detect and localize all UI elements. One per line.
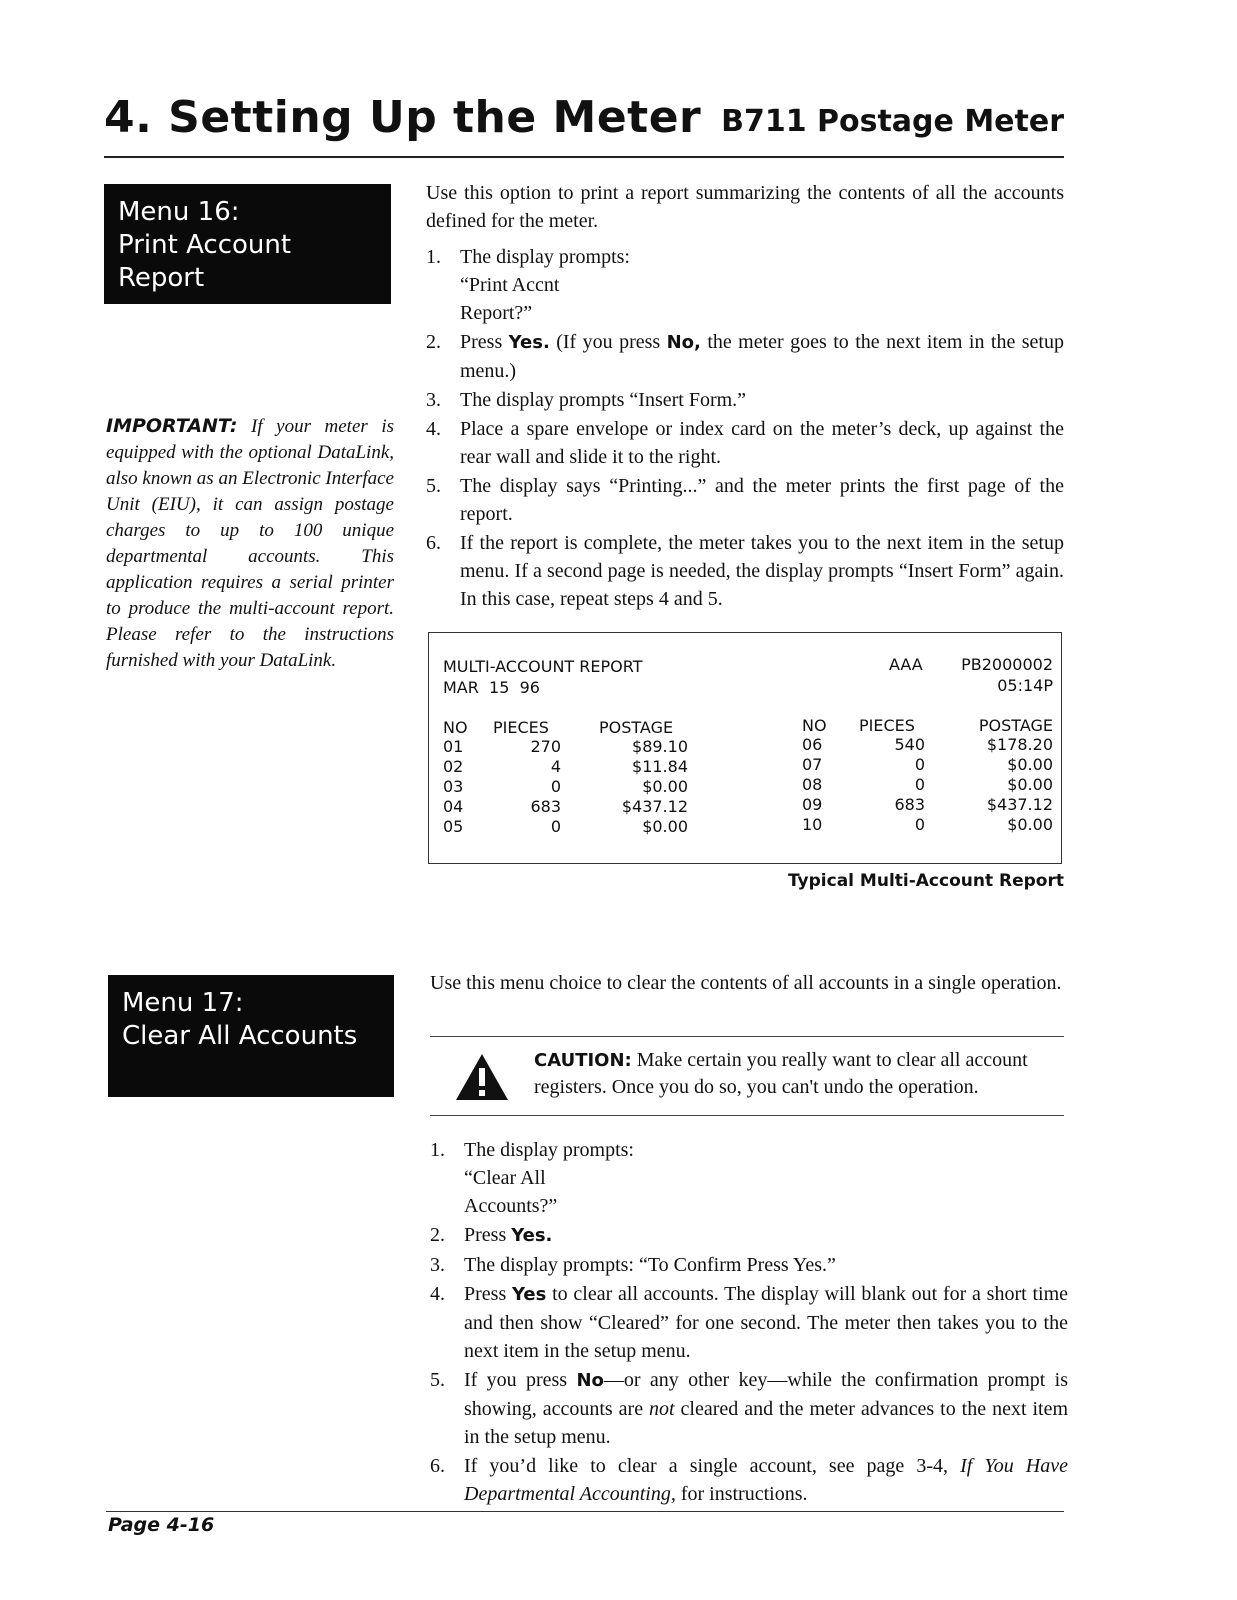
step-number: 1. (430, 1139, 445, 1161)
step-text: If you’d like to clear a single account, see page 3-4, (464, 1455, 961, 1477)
column-header-postage: POSTAGE (599, 718, 674, 737)
step-text: If the report is complete, the meter takes you to the next item in the setup menu. If a second page is needed, the display prompts “Insert Form” again. In this case, repeat steps 4 and 5. (460, 532, 1064, 610)
step (426, 328, 1064, 385)
menu-16-title-line: Report (118, 263, 205, 293)
report-title: MULTI-ACCOUNT REPORT (443, 657, 643, 676)
step (426, 529, 1064, 613)
step (430, 1452, 1068, 1508)
report-cell-no: 05 (443, 817, 464, 836)
step (426, 472, 1064, 528)
step (426, 386, 1064, 414)
important-note (106, 413, 394, 674)
step-text: Place a spare envelope or index card on the meter’s deck, up against the rear wall and slide it to the right. (460, 418, 1064, 468)
step-text: Press (464, 1283, 512, 1305)
report-cell-no: 04 (443, 797, 464, 816)
page-number: Page 4-16 (108, 1514, 215, 1536)
report-meter-id: PB2000002 (961, 655, 1053, 674)
display-prompt-line: “Print Accnt (460, 274, 560, 296)
caution-text (534, 1047, 1062, 1101)
step-number: 2. (426, 331, 441, 353)
caution-label: CAUTION: (534, 1050, 632, 1071)
report-cell-pieces: 540 (894, 735, 925, 754)
display-prompt-line: Report?” (460, 302, 533, 324)
key-no: No (576, 1370, 604, 1391)
report-cell-pieces: 4 (550, 757, 561, 776)
step-number: 5. (426, 475, 441, 497)
step (430, 1280, 1068, 1365)
key-yes: Yes. (511, 1225, 553, 1246)
caution-box (430, 1036, 1064, 1116)
report-cell-postage: $0.00 (1007, 815, 1053, 834)
key-yes: Yes. (508, 332, 550, 353)
menu-17-heading (108, 975, 394, 1097)
report-cell-postage: $11.84 (632, 757, 688, 776)
step-text: The display prompts “Insert Form.” (460, 389, 747, 411)
step-number: 2. (430, 1224, 445, 1246)
step (426, 415, 1064, 471)
key-yes: Yes (512, 1284, 547, 1305)
step-text: Press (460, 331, 509, 353)
product-title: B711 Postage Meter (721, 104, 1064, 139)
caution-message: Make certain you really want to clear all account registers. Once you do so, you can't undo the operation. (534, 1049, 1028, 1098)
cross-reference: If You Have Departmental Accounting, (464, 1455, 1068, 1505)
menu-16-title-line: Menu 16: (118, 197, 240, 227)
step-text: (If you press (549, 331, 667, 353)
step-number: 3. (430, 1254, 445, 1276)
multi-account-report (428, 632, 1062, 864)
step-text: The display prompts: “To Confirm Press Yes.” (464, 1254, 836, 1276)
menu-17-title-line: Menu 17: (122, 988, 244, 1018)
step-number: 3. (426, 389, 441, 411)
chapter-title: 4. Setting Up the Meter (104, 92, 702, 143)
menu-17-steps (430, 1136, 1068, 1509)
step-text: for instructions. (675, 1483, 808, 1505)
step-number: 4. (430, 1283, 445, 1305)
step (430, 1251, 1068, 1279)
report-cell-pieces: 0 (550, 777, 561, 796)
report-cell-postage: $89.10 (632, 737, 688, 756)
step (426, 243, 1064, 327)
column-header-no: NO (443, 718, 468, 737)
column-header-no: NO (802, 716, 827, 735)
report-cell-no: 01 (443, 737, 464, 756)
report-time: 05:14P (997, 676, 1053, 695)
report-cell-no: 07 (802, 755, 823, 774)
step-text: The display prompts: (460, 246, 630, 268)
emphasis: not (649, 1398, 675, 1420)
report-cell-no: 10 (802, 815, 823, 834)
report-cell-postage: $178.20 (986, 735, 1053, 754)
report-cell-pieces: 683 (530, 797, 561, 816)
report-cell-pieces: 683 (894, 795, 925, 814)
column-header-pieces: PIECES (859, 716, 915, 735)
report-cell-no: 03 (443, 777, 464, 796)
menu-17-intro: Use this menu choice to clear the contents of all accounts in a single operation. (430, 972, 1062, 994)
report-cell-pieces: 0 (914, 755, 925, 774)
report-cell-postage: $0.00 (1007, 775, 1053, 794)
menu-16-intro: Use this option to print a report summarizing the contents of all the accounts defined for the meter. (426, 182, 1064, 232)
page-header (104, 90, 1064, 158)
display-prompt-line: “Clear All (464, 1167, 546, 1189)
step-text: cleared and the meter advances to the next item in the setup menu. (464, 1398, 1068, 1448)
step-text: If you press (464, 1369, 577, 1391)
menu-16-heading (104, 184, 391, 304)
step-text: —or any other key—while the confirmation prompt is showing, accounts are (464, 1369, 1068, 1420)
step-text: the meter goes to the next item in the setup menu.) (460, 331, 1064, 382)
step-number: 6. (426, 532, 441, 554)
report-cell-postage: $0.00 (1007, 755, 1053, 774)
report-date: MAR 15 96 (443, 678, 540, 697)
step-number: 1. (426, 246, 441, 268)
report-cell-postage: $437.12 (621, 797, 688, 816)
step (430, 1221, 1068, 1250)
step-text: Press (464, 1224, 512, 1246)
step-number: 6. (430, 1455, 445, 1477)
report-cell-postage: $0.00 (642, 777, 688, 796)
step-number: 5. (430, 1369, 445, 1391)
key-no: No, (666, 332, 701, 353)
report-cell-pieces: 0 (550, 817, 561, 836)
column-header-postage: POSTAGE (978, 716, 1053, 735)
menu-16-steps (426, 243, 1064, 614)
menu-17-title-line: Clear All Accounts (122, 1021, 358, 1051)
report-cell-no: 06 (802, 735, 823, 754)
report-cell-postage: $437.12 (986, 795, 1053, 814)
footer-rule (106, 1511, 1064, 1512)
report-cell-no: 09 (802, 795, 823, 814)
report-cell-no: 08 (802, 775, 823, 794)
warning-icon (454, 1052, 510, 1102)
menu-16-title-line: Print Account (118, 230, 292, 260)
step-number: 4. (426, 418, 441, 440)
report-cell-no: 02 (443, 757, 464, 776)
step-text: to clear all accounts. The display will blank out for a short time and then show “Cleared” for one second. The meter then takes you to the next item in the setup menu. (464, 1283, 1068, 1362)
report-cell-pieces: 0 (914, 815, 925, 834)
report-code: AAA (889, 655, 923, 674)
step-text: The display says “Printing...” and the meter prints the first page of the report. (460, 475, 1064, 525)
report-cell-pieces: 270 (530, 737, 561, 756)
display-prompt-line: Accounts?” (464, 1195, 558, 1217)
important-label: IMPORTANT: (106, 415, 238, 437)
report-cell-postage: $0.00 (642, 817, 688, 836)
column-header-pieces: PIECES (493, 718, 549, 737)
report-caption: Typical Multi-Account Report (787, 871, 1064, 891)
step-text: The display prompts: (464, 1139, 634, 1161)
step (430, 1136, 1068, 1220)
report-cell-pieces: 0 (914, 775, 925, 794)
important-text: If your meter is equipped with the optional DataLink, also known as an Electronic Interface Unit (EIU), it can assign postage charges to up to 100 unique departmental accounts. This application requires a serial printer to produce the multi-account report. Please refer to the instructions furnished with your DataLink. (106, 416, 394, 671)
step (430, 1366, 1068, 1451)
